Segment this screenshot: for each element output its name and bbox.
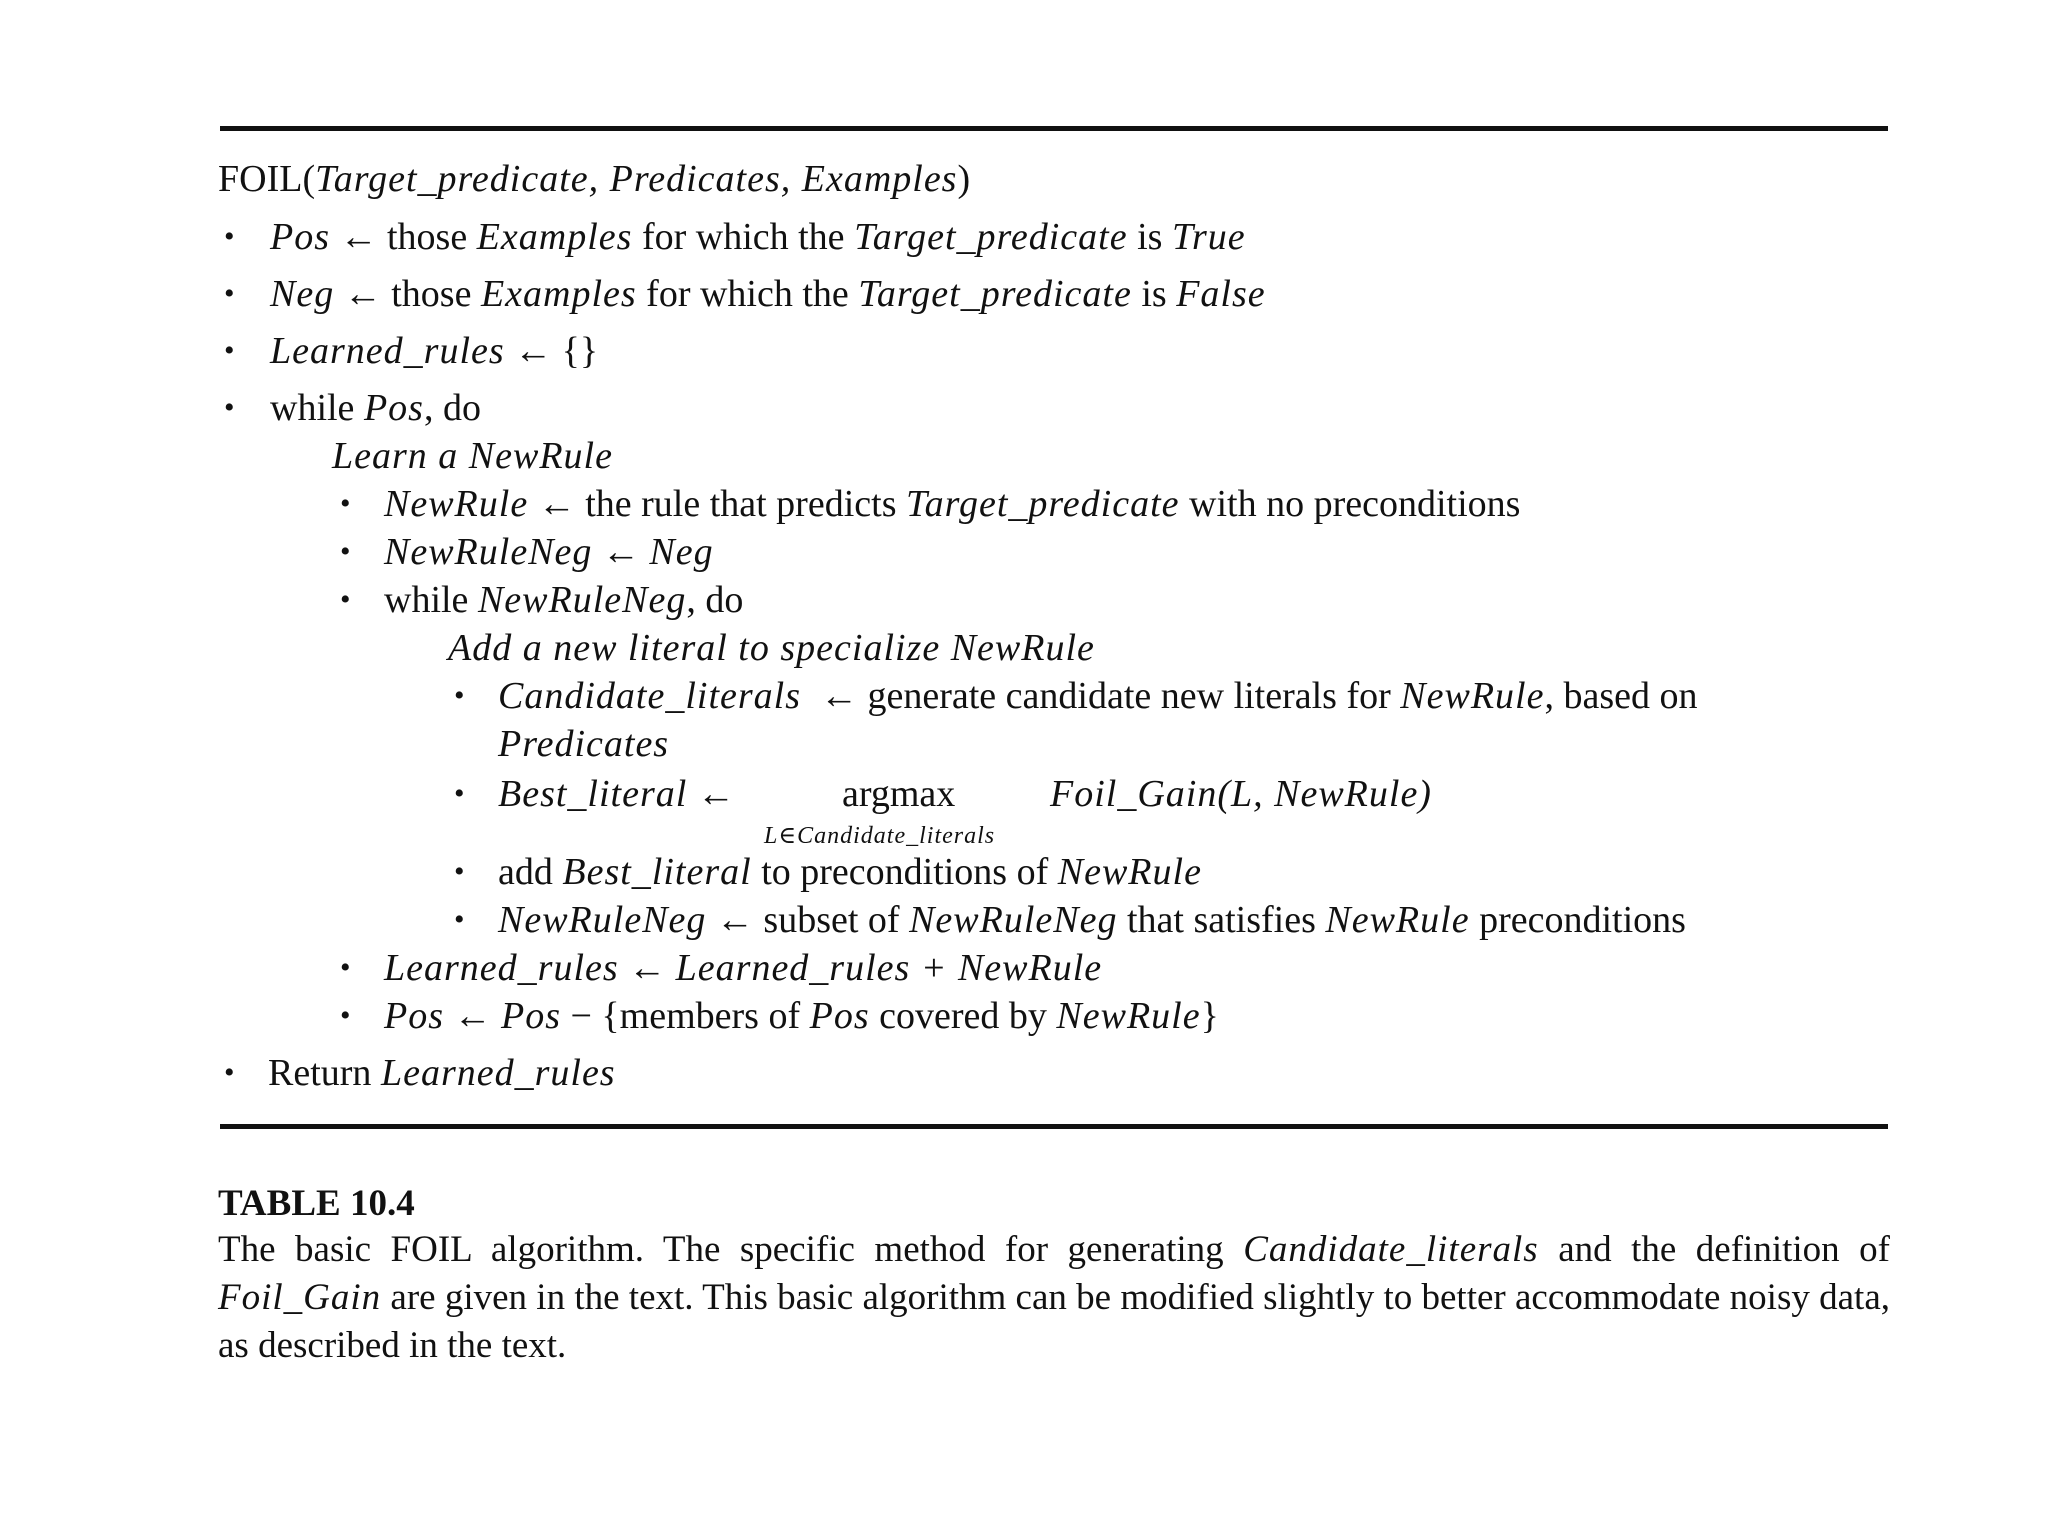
bullet-icon: • [340,951,351,984]
step-return: Return Learned_rules [268,1052,616,1094]
bullet-icon: • [224,334,235,367]
arrow-icon: ← [696,773,735,815]
bullet-icon: • [454,777,465,810]
step-learned-rules-add: Learned_rules ← Learned_rules + NewRule [384,947,1103,989]
arrow-icon: ← [715,899,754,941]
step-pos: Pos ← those Examples for which the Target_predicate is True [270,216,1246,258]
step-new-rule-neg-subset: NewRuleNeg ← subset of NewRuleNeg that satisfies NewRule preconditions [498,899,1686,941]
arrow-icon: ← [339,216,378,258]
top-rule [220,126,1888,131]
arrow-icon: ← [628,947,667,989]
bullet-icon: • [224,277,235,310]
section-add-literal: Add a new literal to specialize NewRule [448,627,1095,669]
function-name: FOIL [218,158,303,200]
bullet-icon: • [224,1056,235,1089]
bullet-icon: • [454,855,465,888]
arrow-icon: ← [514,330,553,372]
table-label: TABLE 10.4 [218,1183,415,1224]
arrow-icon: ← [601,531,640,573]
algorithm-header: FOIL(Target_predicate, Predicates, Examples) [218,158,971,200]
bullet-icon: • [224,391,235,424]
arrow-icon: ← [537,483,576,525]
step-new-rule-neg-init: NewRuleNeg ← Neg [384,531,714,573]
argmax-operator: argmax [842,773,956,815]
step-candidate-literals-cont: Predicates [498,723,670,765]
bullet-icon: • [224,220,235,253]
section-learn-new-rule: Learn a NewRule [332,435,613,477]
step-while-new-rule-neg: while NewRuleNeg, do [384,579,744,621]
bullet-icon: • [454,679,465,712]
bottom-rule [220,1124,1888,1129]
step-new-rule-init: NewRule ← the rule that predicts Target_predicate with no preconditions [384,483,1521,525]
bullet-icon: • [454,903,465,936]
bullet-icon: • [340,535,351,568]
step-neg: Neg ← those Examples for which the Target_predicate is False [270,273,1266,315]
step-while-pos: while Pos, do [270,387,481,429]
argmax-subscript: L∈Candidate_literals [764,823,996,849]
bullet-icon: • [340,583,351,616]
arrow-icon: ← [453,995,492,1037]
function-args: Target_predicate, Predicates, Examples [315,158,958,200]
bullet-icon: • [340,999,351,1032]
bullet-icon: • [340,487,351,520]
arrow-icon: ← [820,675,858,717]
step-pos-update: Pos ← Pos − {members of Pos covered by NewRule} [384,995,1219,1037]
step-best-literal: Best_literal ← [498,773,735,815]
foil-gain-expression: Foil_Gain(L, NewRule) [1050,773,1432,815]
arrow-icon: ← [343,273,382,315]
step-learned-rules-init: Learned_rules ← {} [270,330,599,372]
table-caption: The basic FOIL algorithm. The specific method for generating Candidate_literals and the definition of Foil_Gain are given in the text. This basic algorithm can be modified slightly to better accommodate noisy data, as described in the text. [218,1229,1890,1366]
step-candidate-literals: Candidate_literals ← generate candidate new literals for NewRule, based on [498,675,1698,717]
step-add-best-literal: add Best_literal to preconditions of NewRule [498,851,1202,893]
